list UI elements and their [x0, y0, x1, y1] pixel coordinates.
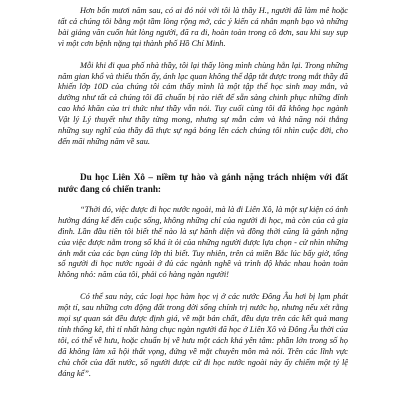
- section-heading: Du học Liên Xô – niềm tự hào và gánh nặng trách nhiệm với đất nước đang có chiến tranh:: [58, 171, 348, 194]
- paragraph-study-abroad-quote: “Thời đó, việc được đi học nước ngoài, mà là đi Liên Xô, là một sự kiện có ảnh hưởng đáng kể đến cuộc sống, không những chỉ của người đi học, mà còn của cả gia đình. Lần đầu tiên tôi biết thế nào là sự hãnh diện và đồng thời cũng là gánh nặng của việc được nằm trong số khá ít ỏi của những người được lựa chọn - cử nhìn những ánh mắt của các bạn cùng lớp thì biết. Tuy nhiên, trên cả miền Bắc lúc bấy giờ, tổng số người đi học nước ngoài ở đủ các ngành nghề và trình độ khác nhau hoàn toàn không nhỏ: năm của tôi, phải có hàng ngàn người!: [58, 204, 348, 280]
- paragraph-class-10d: Mỗi khi đi qua phố nhà thầy, tôi lại thấy lòng mình chùng hẳn lại. Trong những năm gian khổ và thiếu thốn ấy, ánh lạc quan không thể dập tắt được trong mắt thầy đã khiến lớp 10D của chúng tôi cảm thấy mình là một tập thể học sinh may mắn, và dường như tất cả chúng tôi đã chuẩn bị rào riết để sẵn sàng chinh phục những đỉnh cao khó khăn của tri thức như thầy vẫn nói. Tuy cuối cùng tôi đã không học ngành Vật lý Lý thuyết như thầy từng mong, nhưng sự mẫn cảm và khả năng nói thẳng những suy nghĩ của thầy đã thực sự ngả bóng lên cách chúng tôi nhìn cuộc đời, cho đến mãi những năm về sau.: [58, 60, 348, 146]
- paragraph-teacher-memory: Hơn bốn mươi năm sau, có ai đó nói với tôi là thầy H., người đã làm mê hoặc tất cả chúng tôi bằng một tầm lòng rộng mở, các ý kiến cá nhân mạnh bạo và những bài giảng văn cuốn hút lòng người, đã ra đi, hoàn toàn trong cô đơn, sau khi suy sụp vì một cơn bệnh nặng tại thành phố Hồ Chí Minh.: [58, 6, 348, 48]
- paragraph-eastern-europe: Có thể sau này, các loại học hàm học vị ở các nước Đông Âu hơi bị lạm phát một tí, sau những cơn động đất trong đời sống chính trị nước họ, nhưng nếu xét rằng mọi sự quan sát đều được định giá, về mặt bản chất, đều dựa trên các kết quả mang tính thống kê, thì tỉ nhất hàng chục ngàn người đã học ở Liên Xô và Đông Âu thời của tôi, có thể về hưu, hoặc chuẩn bị về hưu một cách khá yên tâm: phần lớn trong số họ đã không làm xã hội thất vọng, đứng về mặt chuyên môn mà nói. Trên các lĩnh vực chủ chốt của đất nước, số người được cử đi học nước ngoài này ấy chiếm một tỷ lệ đáng kể”.: [58, 292, 348, 378]
